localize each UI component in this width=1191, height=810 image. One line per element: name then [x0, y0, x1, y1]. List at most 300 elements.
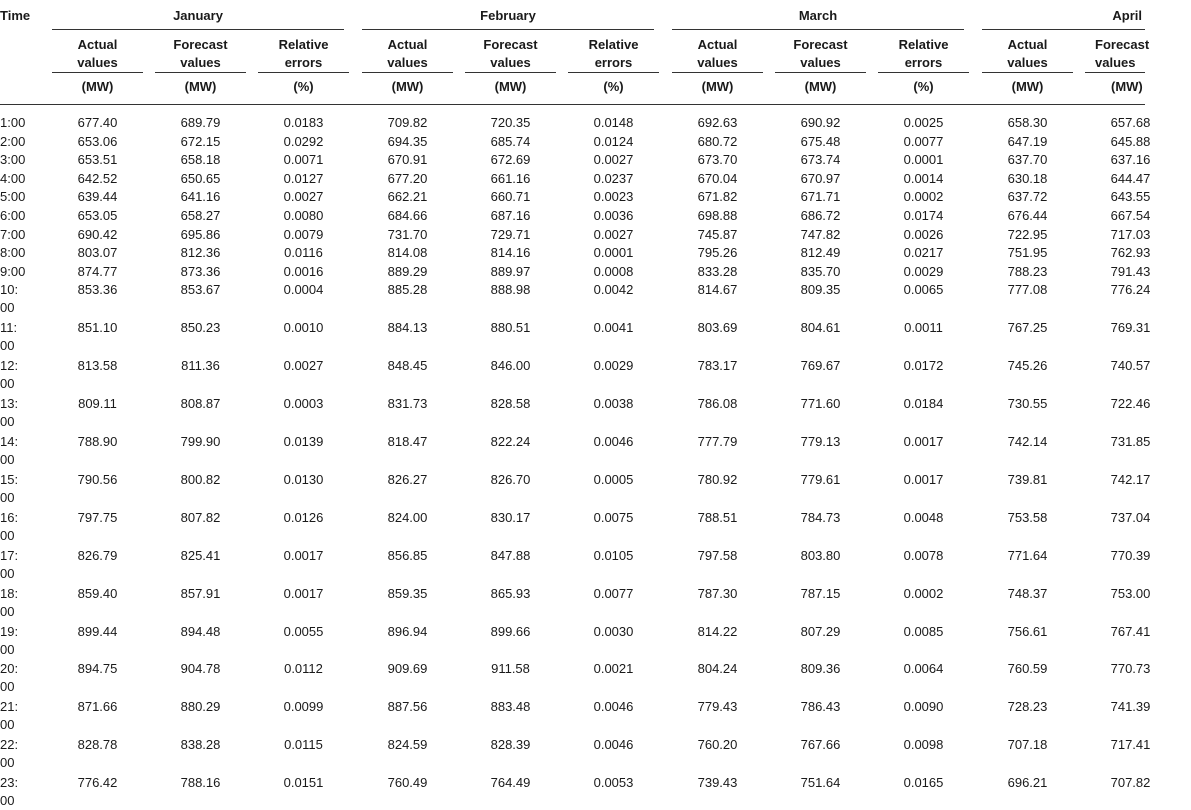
time-cell-line: 00: [0, 489, 15, 505]
value-cell: 753.58: [1007, 509, 1048, 525]
value-cell: 0.0002: [903, 585, 944, 601]
value-cell: 0.0077: [593, 585, 634, 601]
value-cell: 0.0014: [903, 170, 944, 186]
value-cell: 0.0038: [593, 396, 634, 412]
value-cell: 814.08: [387, 245, 428, 261]
value-cell: 698.88: [697, 208, 738, 223]
value-cell: 874.77: [77, 263, 118, 279]
unit-label: (MW): [391, 79, 424, 94]
value-cell: 859.40: [77, 585, 118, 601]
column-header: [362, 36, 453, 72]
value-cell: 784.73: [800, 509, 841, 525]
unit-label: (%): [913, 79, 934, 94]
time-cell: [0, 281, 18, 317]
value-cell: 896.94: [387, 623, 428, 639]
value-cell: 644.47: [1110, 170, 1151, 186]
value-cell: 0.0080: [283, 208, 324, 223]
time-cell-line: 12:: [0, 358, 19, 374]
column-header: [1085, 36, 1150, 72]
month-header-march: March: [798, 8, 838, 23]
value-cell: 740.57: [1110, 358, 1151, 374]
time-cell-line: 00: [0, 565, 15, 581]
value-cell: 0.0127: [283, 170, 324, 186]
value-cell: 751.64: [800, 775, 841, 791]
value-cell: 0.0010: [283, 320, 324, 336]
value-cell: 0.0130: [283, 471, 324, 487]
value-cell: 0.0002: [903, 189, 944, 205]
value-cell: 0.0016: [283, 263, 324, 279]
time-cell-line: 15:: [0, 471, 19, 487]
value-cell: 0.0027: [593, 226, 634, 242]
value-cell: 811.36: [181, 358, 220, 374]
unit-label: (MW): [1111, 79, 1143, 94]
value-cell: 741.39: [1110, 699, 1151, 715]
value-cell: 686.72: [800, 208, 841, 223]
value-cell: 742.17: [1110, 471, 1151, 487]
column-header: [672, 36, 763, 72]
value-cell: 671.82: [697, 189, 738, 205]
value-cell: 0.0053: [593, 775, 634, 791]
value-cell: 0.0148: [593, 115, 634, 130]
value-cell: 690.92: [800, 115, 841, 130]
subheader-rule: [672, 72, 763, 73]
value-cell: 0.0071: [283, 152, 324, 168]
value-cell: 769.31: [1110, 320, 1151, 336]
value-cell: 0.0075: [593, 509, 634, 525]
value-cell: 653.06: [77, 133, 118, 149]
value-cell: 687.16: [490, 208, 531, 223]
value-cell: 770.39: [1110, 547, 1151, 563]
value-cell: 661.16: [490, 170, 531, 186]
value-cell: 0.0011: [904, 320, 943, 336]
value-cell: 751.95: [1007, 245, 1048, 261]
time-cell: [0, 471, 18, 507]
column-header: [982, 36, 1073, 72]
column-header-word: Relative: [898, 37, 949, 52]
value-cell: 825.41: [180, 547, 221, 563]
time-cell-line: 17:: [0, 547, 19, 563]
time-cell-line: 00: [0, 376, 15, 392]
value-cell: 0.0055: [283, 623, 324, 639]
value-cell: 865.93: [490, 585, 531, 601]
value-cell: 799.90: [180, 434, 221, 449]
value-cell: 642.52: [77, 170, 118, 186]
value-cell: 883.48: [490, 699, 531, 715]
value-cell: 911.58: [491, 661, 530, 677]
value-cell: 731.85: [1110, 434, 1151, 449]
value-cell: 731.70: [387, 226, 428, 242]
column-header-word: values: [77, 55, 118, 70]
value-cell: 672.15: [180, 133, 221, 149]
time-cell-line: 00: [0, 300, 15, 316]
value-cell: 767.25: [1007, 320, 1048, 336]
value-cell: 0.0017: [283, 547, 324, 563]
value-cell: 747.82: [800, 226, 841, 242]
value-cell: 850.23: [180, 320, 221, 336]
value-cell: 0.0027: [593, 152, 634, 168]
column-header-word: Actual: [387, 37, 428, 52]
column-header-word: values: [387, 55, 428, 70]
value-cell: 804.61: [800, 320, 841, 336]
value-cell: 0.0085: [903, 623, 944, 639]
value-cell: 909.69: [387, 661, 428, 677]
value-cell: 776.24: [1110, 282, 1151, 298]
value-cell: 807.29: [800, 623, 841, 639]
value-cell: 770.73: [1110, 661, 1151, 677]
column-header-word: Forecast: [173, 37, 228, 52]
value-cell: 828.39: [490, 737, 531, 753]
value-cell: 803.80: [800, 547, 841, 563]
value-cell: 0.0183: [283, 115, 324, 130]
value-cell: 717.03: [1110, 226, 1151, 242]
value-cell: 0.0036: [593, 208, 634, 223]
value-cell: 0.0151: [283, 775, 324, 791]
value-cell: 0.0115: [284, 737, 323, 753]
time-cell-line: 00: [0, 338, 15, 354]
time-cell: 2:00: [0, 133, 26, 149]
value-cell: 662.21: [387, 189, 428, 205]
value-cell: 760.20: [697, 737, 738, 753]
value-cell: 0.0017: [903, 434, 944, 449]
time-cell: [0, 395, 18, 431]
month-rule: [982, 29, 1145, 30]
time-cell: [0, 509, 18, 545]
value-cell: 670.04: [697, 170, 738, 186]
time-cell: 5:00: [0, 189, 26, 205]
time-cell-line: 00: [0, 452, 15, 467]
unit-label: (MW): [1011, 79, 1044, 94]
value-cell: 739.43: [697, 775, 738, 791]
value-cell: 729.71: [490, 226, 531, 242]
value-cell: 673.70: [697, 152, 738, 168]
value-cell: 853.67: [180, 282, 221, 298]
month-header-january: January: [173, 8, 223, 23]
column-header-word: Relative: [588, 37, 639, 52]
value-cell: 684.66: [387, 208, 428, 223]
unit-label: (%): [603, 79, 624, 94]
value-cell: 833.28: [697, 263, 738, 279]
value-cell: 0.0025: [903, 115, 944, 130]
value-cell: 0.0139: [283, 434, 324, 449]
value-cell: 673.74: [800, 152, 841, 168]
value-cell: 641.16: [180, 189, 221, 205]
value-cell: 807.82: [180, 509, 221, 525]
value-cell: 824.00: [387, 509, 428, 525]
value-cell: 0.0027: [283, 189, 324, 205]
time-cell-line: 13:: [0, 396, 19, 412]
value-cell: 795.26: [697, 245, 738, 261]
column-header-word: values: [1095, 55, 1136, 70]
time-cell-line: 16:: [0, 509, 19, 525]
column-header-word: values: [1007, 55, 1048, 70]
time-cell: [0, 585, 18, 621]
value-cell: 797.58: [697, 547, 738, 563]
value-cell: 884.13: [387, 320, 428, 336]
month-header-february: February: [480, 8, 536, 23]
value-cell: 0.0046: [593, 699, 634, 715]
subheader-rule: [362, 72, 453, 73]
value-cell: 0.0292: [283, 133, 324, 149]
value-cell: 0.0026: [903, 226, 944, 242]
value-cell: 745.26: [1007, 358, 1048, 374]
value-cell: 808.87: [180, 396, 221, 412]
value-cell: 720.35: [490, 115, 531, 130]
value-cell: 653.05: [77, 208, 118, 223]
value-cell: 873.36: [180, 263, 221, 279]
value-cell: 0.0064: [903, 661, 944, 677]
value-cell: 0.0001: [903, 152, 944, 168]
time-cell-line: 00: [0, 603, 15, 619]
value-cell: 0.0098: [903, 737, 944, 753]
value-cell: 0.0046: [593, 737, 634, 753]
subheader-rule: [878, 72, 969, 73]
column-header-word: values: [697, 55, 738, 70]
value-cell: 779.13: [800, 434, 841, 449]
value-cell: 787.15: [800, 585, 841, 601]
value-cell: 0.0027: [283, 358, 324, 374]
value-cell: 885.28: [387, 282, 428, 298]
subheader-rule: [568, 72, 659, 73]
value-cell: 787.30: [697, 585, 738, 601]
value-cell: 835.70: [800, 263, 841, 279]
value-cell: 880.51: [490, 320, 531, 336]
value-cell: 0.0172: [903, 358, 944, 374]
value-cell: 889.97: [490, 263, 531, 279]
time-cell: [0, 736, 18, 772]
value-cell: 0.0099: [283, 699, 324, 715]
time-cell: 6:00: [0, 208, 26, 223]
value-cell: 647.19: [1007, 133, 1048, 149]
value-cell: 690.42: [77, 226, 118, 242]
value-cell: 831.73: [387, 396, 428, 412]
column-header-word: Forecast: [1095, 37, 1150, 52]
value-cell: 0.0041: [593, 320, 634, 336]
column-header: [568, 36, 659, 72]
time-cell: 9:00: [0, 263, 26, 279]
month-rule: [52, 29, 344, 30]
value-cell: 888.98: [490, 282, 531, 298]
value-cell: 0.0077: [903, 133, 944, 149]
value-cell: 887.56: [387, 699, 428, 715]
subheader-rule: [52, 72, 143, 73]
value-cell: 769.67: [800, 358, 841, 374]
value-cell: 791.43: [1110, 263, 1151, 279]
value-cell: 707.18: [1007, 737, 1048, 753]
value-cell: 722.95: [1007, 226, 1048, 242]
value-cell: 0.0078: [903, 547, 944, 563]
value-cell: 637.72: [1007, 189, 1048, 205]
value-cell: 812.36: [180, 245, 221, 261]
column-header: [878, 36, 969, 72]
value-cell: 809.11: [78, 396, 117, 412]
value-cell: 0.0021: [593, 661, 634, 677]
time-cell-line: 00: [0, 679, 15, 695]
time-cell-line: 00: [0, 755, 15, 771]
value-cell: 804.24: [697, 661, 738, 677]
value-cell: 680.72: [697, 133, 738, 149]
time-cell: [0, 660, 18, 696]
value-cell: 643.55: [1110, 189, 1151, 205]
value-cell: 677.20: [387, 170, 428, 186]
value-cell: 753.00: [1110, 585, 1151, 601]
value-cell: 696.21: [1007, 775, 1048, 791]
value-cell: 894.75: [77, 661, 118, 677]
value-cell: 739.81: [1007, 471, 1048, 487]
time-cell-line: 19:: [0, 623, 19, 639]
value-cell: 717.41: [1110, 737, 1151, 753]
value-cell: 745.87: [697, 226, 738, 242]
value-cell: 689.79: [180, 115, 221, 130]
value-cell: 851.10: [77, 320, 118, 336]
time-cell-line: 20:: [0, 661, 19, 677]
column-header-word: values: [800, 55, 841, 70]
value-cell: 800.82: [180, 471, 221, 487]
column-header: [258, 36, 349, 72]
time-cell: 3:00: [0, 152, 26, 168]
value-cell: 672.69: [490, 152, 531, 168]
value-cell: 671.71: [800, 189, 841, 205]
value-cell: 767.41: [1110, 623, 1151, 639]
value-cell: 826.27: [387, 471, 428, 487]
value-cell: 828.58: [490, 396, 531, 412]
time-cell: [0, 433, 18, 469]
value-cell: 658.30: [1007, 115, 1048, 130]
value-cell: 889.29: [387, 263, 428, 279]
value-cell: 737.04: [1110, 509, 1151, 525]
unit-label: (MW): [701, 79, 734, 94]
value-cell: 0.0112: [284, 661, 323, 677]
value-cell: 803.69: [697, 320, 738, 336]
value-cell: 0.0174: [903, 208, 944, 223]
column-header-word: errors: [904, 55, 943, 70]
value-cell: 0.0008: [593, 263, 634, 279]
time-cell: [0, 357, 18, 393]
value-cell: 762.93: [1110, 245, 1151, 261]
value-cell: 822.24: [490, 434, 531, 449]
value-cell: 637.70: [1007, 152, 1048, 168]
value-cell: 899.66: [490, 623, 531, 639]
value-cell: 0.0029: [593, 358, 634, 374]
value-cell: 742.14: [1007, 434, 1048, 449]
value-cell: 777.08: [1007, 282, 1048, 298]
subheader-rule: [1085, 72, 1145, 73]
time-cell-line: 18:: [0, 585, 19, 601]
unit-label: (MW): [804, 79, 837, 94]
value-cell: 788.90: [77, 434, 118, 449]
value-cell: 0.0065: [903, 282, 944, 298]
value-cell: 788.51: [697, 509, 738, 525]
value-cell: 779.43: [697, 699, 738, 715]
value-cell: 826.79: [77, 547, 118, 563]
value-cell: 838.28: [180, 737, 221, 753]
value-cell: 0.0029: [903, 263, 944, 279]
time-cell-line: 11:: [0, 320, 18, 336]
time-cell-line: 00: [0, 414, 15, 430]
value-cell: 830.17: [490, 509, 531, 525]
value-cell: 0.0124: [593, 133, 634, 149]
time-cell-line: 14:: [0, 434, 19, 449]
value-cell: 0.0116: [284, 245, 323, 261]
value-cell: 760.59: [1007, 661, 1048, 677]
value-cell: 814.67: [697, 282, 738, 298]
value-cell: 695.86: [180, 226, 221, 242]
time-cell: [0, 319, 17, 355]
value-cell: 767.66: [800, 737, 841, 753]
value-cell: 771.64: [1007, 547, 1048, 563]
value-cell: 803.07: [77, 245, 118, 261]
value-cell: 814.22: [697, 623, 738, 639]
value-cell: 0.0048: [903, 509, 944, 525]
value-cell: 764.49: [490, 775, 531, 791]
value-cell: 760.49: [387, 775, 428, 791]
value-cell: 0.0001: [593, 245, 634, 261]
subheader-rule: [775, 72, 866, 73]
value-cell: 853.36: [77, 282, 118, 298]
value-cell: 857.91: [180, 585, 221, 601]
time-cell-line: 00: [0, 527, 15, 543]
time-cell: [0, 698, 18, 734]
column-header: [775, 36, 866, 72]
value-cell: 880.29: [180, 699, 221, 715]
value-cell: 639.44: [77, 189, 118, 205]
value-cell: 0.0023: [593, 189, 634, 205]
value-cell: 0.0105: [593, 547, 634, 563]
value-cell: 826.70: [490, 471, 531, 487]
value-cell: 657.68: [1110, 115, 1151, 130]
value-cell: 847.88: [490, 547, 531, 563]
unit-label: (MW): [184, 79, 217, 94]
time-cell: [0, 623, 18, 659]
value-cell: 790.56: [77, 471, 118, 487]
value-cell: 0.0090: [903, 699, 944, 715]
value-cell: 685.74: [490, 133, 531, 149]
subheader-rule: [155, 72, 246, 73]
column-header: [52, 36, 143, 72]
value-cell: 0.0017: [283, 585, 324, 601]
subheader-rule: [982, 72, 1073, 73]
unit-label: (%): [293, 79, 314, 94]
column-header-word: errors: [284, 55, 323, 70]
value-cell: 824.59: [387, 737, 428, 753]
value-cell: 0.0017: [903, 471, 944, 487]
value-cell: 728.23: [1007, 699, 1048, 715]
value-cell: 848.45: [387, 358, 428, 374]
value-cell: 0.0004: [283, 282, 324, 298]
value-cell: 658.27: [180, 208, 221, 223]
month-rule: [362, 29, 654, 30]
column-header-word: values: [180, 55, 221, 70]
value-cell: 676.44: [1007, 208, 1048, 223]
time-cell-line: 00: [0, 717, 15, 733]
month-rule: [672, 29, 964, 30]
value-cell: 0.0237: [593, 170, 634, 186]
column-header-word: Actual: [697, 37, 738, 52]
header-bottom-rule: [0, 104, 1145, 105]
value-cell: 0.0126: [283, 509, 324, 525]
value-cell: 670.91: [387, 152, 428, 168]
subheader-rule: [465, 72, 556, 73]
value-cell: 0.0046: [593, 434, 634, 449]
column-header-word: Actual: [1007, 37, 1048, 52]
value-cell: 780.92: [697, 471, 738, 487]
value-cell: 707.82: [1110, 775, 1151, 791]
time-cell: [0, 774, 18, 810]
time-cell-line: 23:: [0, 775, 19, 791]
value-cell: 776.42: [77, 775, 118, 791]
value-cell: 783.17: [697, 358, 738, 374]
value-cell: 797.75: [77, 509, 118, 525]
column-header-word: Actual: [77, 37, 118, 52]
